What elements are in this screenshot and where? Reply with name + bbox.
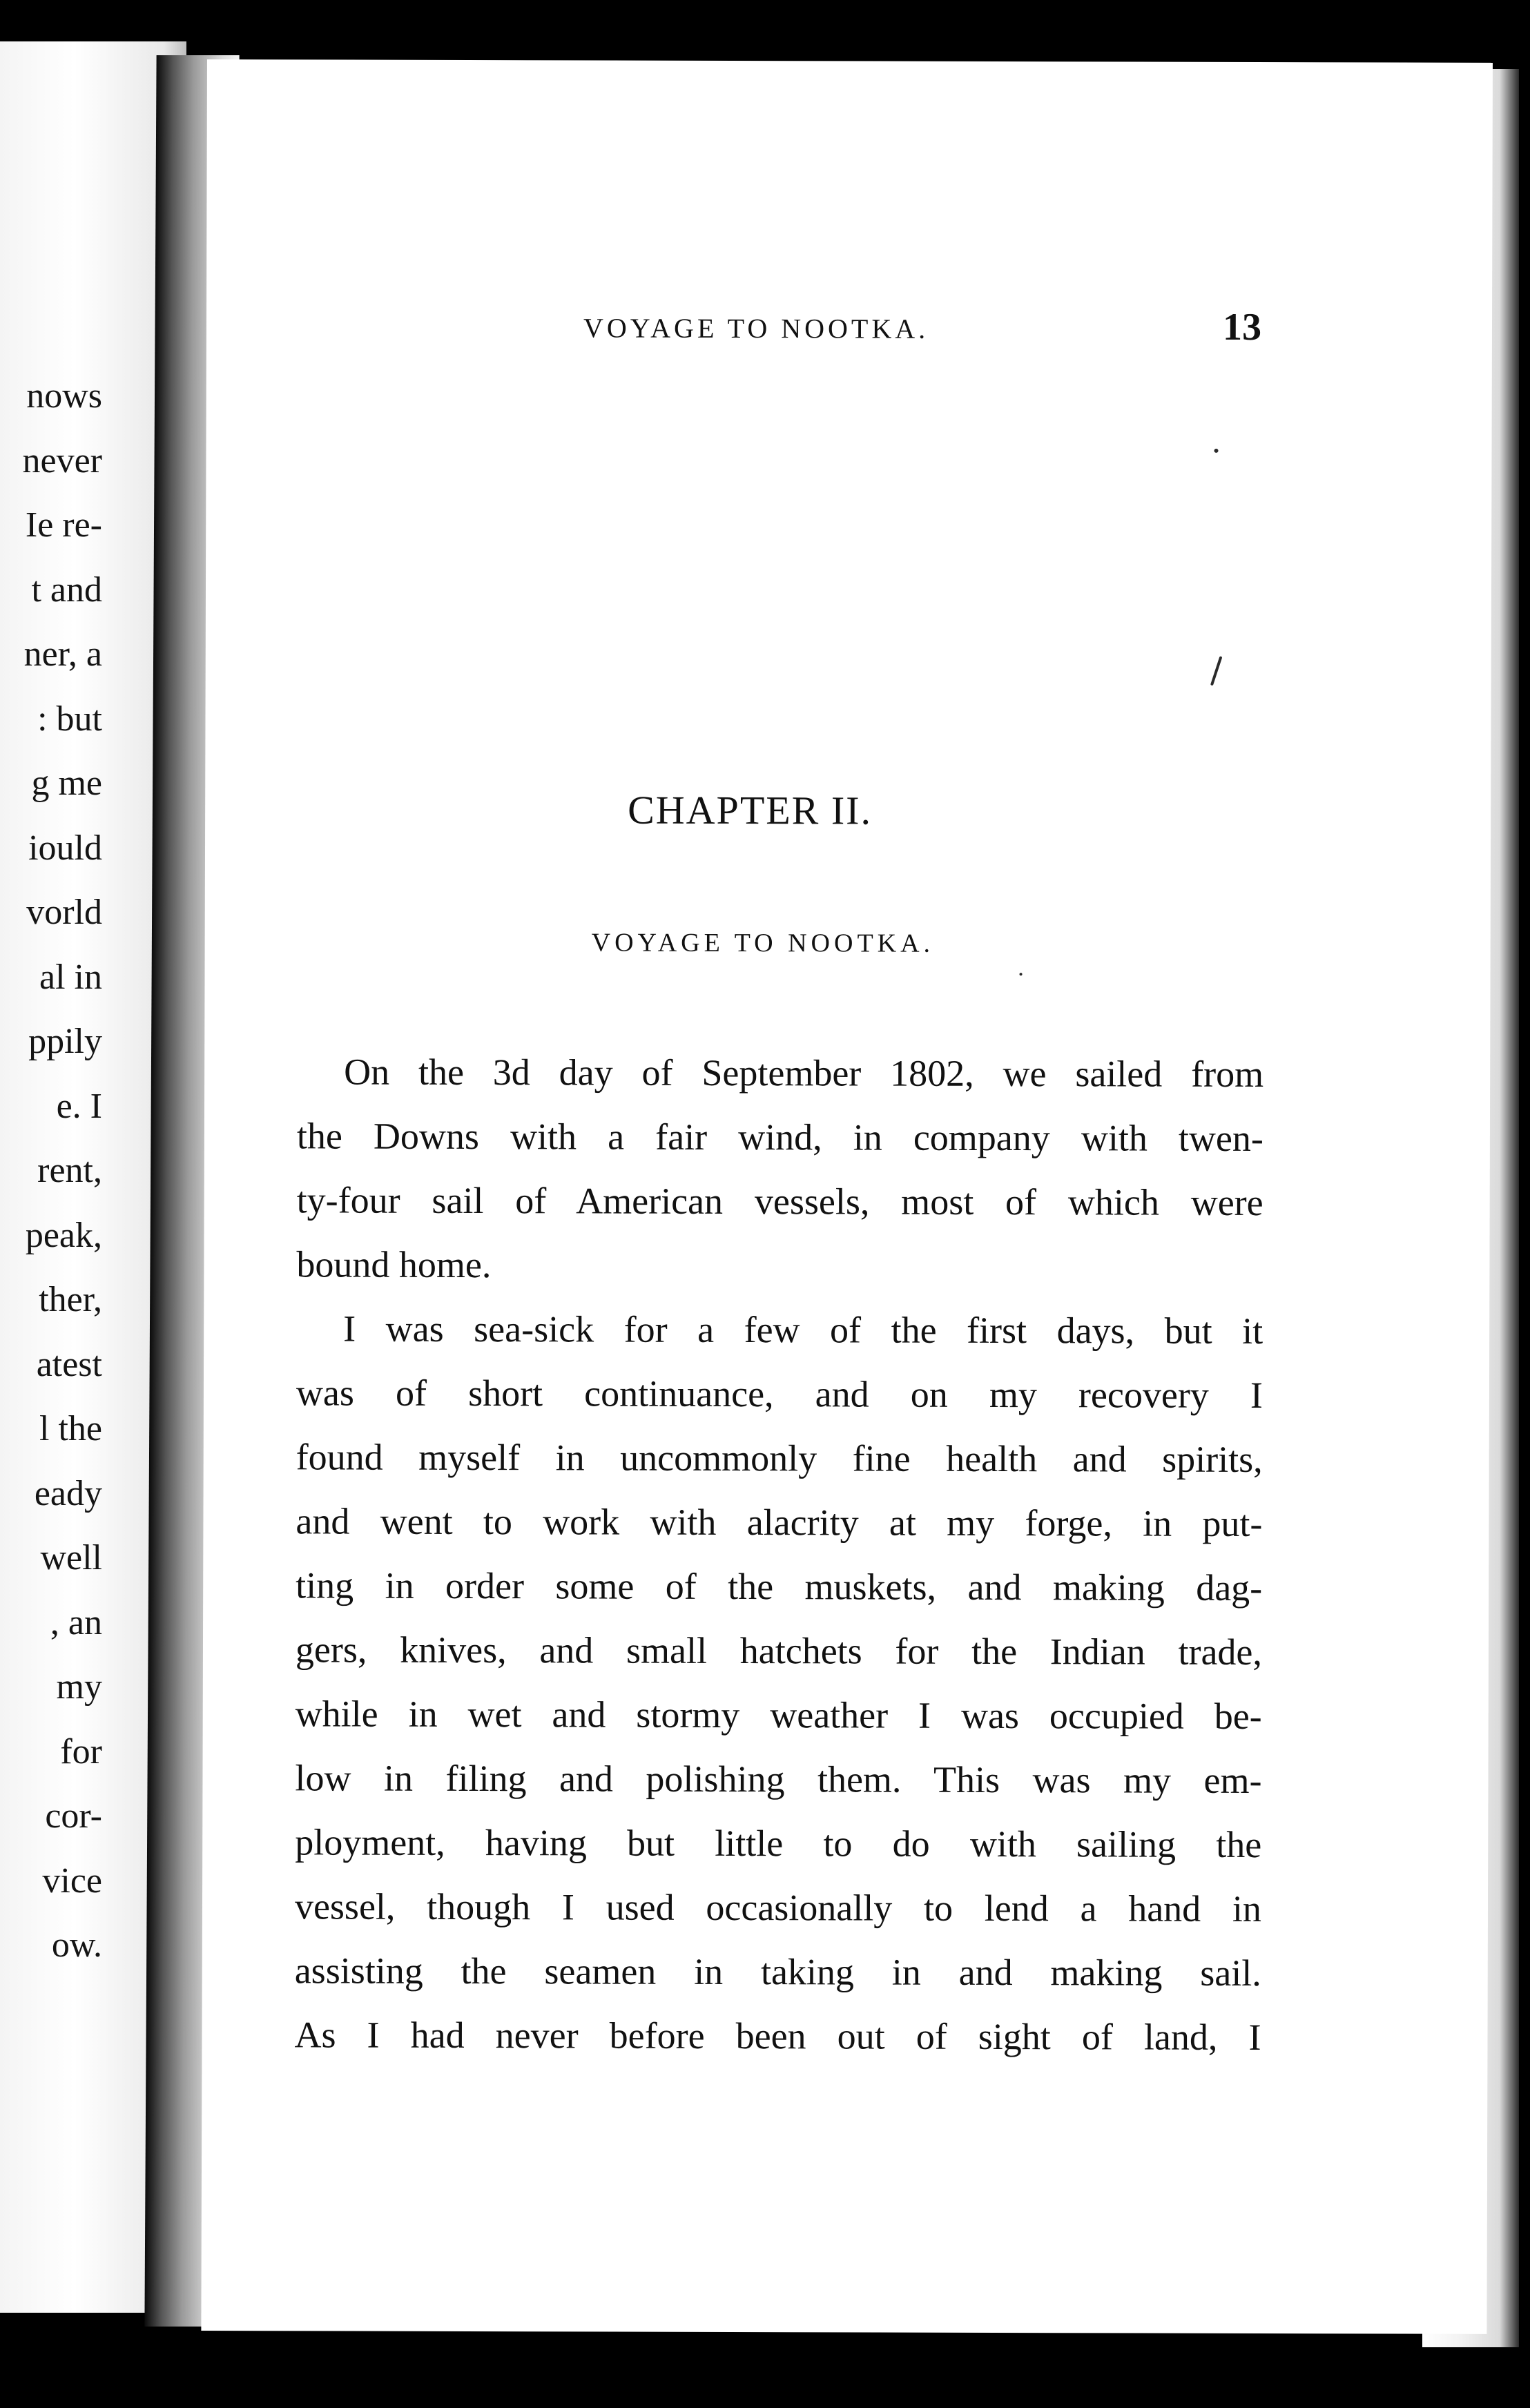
page-number: 13 <box>1222 305 1262 349</box>
previous-page-line-fragment: t and <box>31 570 102 610</box>
previous-page-line-fragment: , an <box>50 1602 102 1642</box>
text-line: ty-four sail of American vessels, most of which were <box>296 1179 1263 1224</box>
text-line: and went to work with alacrity at my forge, in put- <box>296 1500 1263 1545</box>
previous-page-line-fragment: never <box>22 440 102 480</box>
text-line: As I had never before been out of sight of land, I <box>294 2014 1261 2059</box>
previous-page-line-fragment: ther, <box>39 1280 102 1319</box>
text-line: ployment, having but little to do with sailing the <box>295 1821 1262 1866</box>
chapter-subtitle: VOYAGE TO NOOTKA. <box>591 928 935 958</box>
previous-page-line-fragment: well <box>40 1538 102 1577</box>
previous-page-line-fragment: ppily <box>28 1022 102 1061</box>
text-line: gers, knives, and small hatchets for the Indian trade, <box>295 1629 1263 1673</box>
chapter-title: CHAPTER II. <box>628 787 873 833</box>
text-line: while in wet and stormy weather I was occupied be- <box>295 1693 1262 1738</box>
previous-page-line-fragment: e. I <box>56 1086 102 1126</box>
text-line: was of short continuance, and on my recovery I <box>296 1372 1263 1417</box>
previous-page-line-fragment: peak, <box>25 1215 102 1255</box>
text-line: found myself in uncommonly fine health and spirits, <box>296 1436 1263 1481</box>
text-line: low in filing and polishing them. This was my em- <box>295 1757 1262 1802</box>
previous-page-line-fragment: vice <box>42 1861 102 1901</box>
text-line: the Downs with a fair wind, in company with twen- <box>296 1115 1263 1160</box>
book-page <box>201 59 1493 2334</box>
text-line: I was sea-sick for a few of the first days, but it <box>343 1308 1263 1352</box>
running-head: VOYAGE TO NOOTKA. <box>583 312 929 344</box>
previous-page-line-fragment: nows <box>26 376 102 416</box>
previous-page-line-fragment: Ie re- <box>25 505 102 545</box>
print-speck <box>1210 656 1223 686</box>
previous-page-line-fragment: my <box>56 1667 102 1707</box>
print-speck <box>1214 449 1219 453</box>
previous-page-line-fragment: atest <box>36 1344 102 1384</box>
previous-page-line-fragment: rent, <box>37 1151 102 1190</box>
text-line: On the 3d day of September 1802, we sailed from <box>344 1051 1264 1096</box>
previous-page-line-fragment: l the <box>39 1409 102 1448</box>
previous-page-line-fragment: iould <box>28 828 102 868</box>
text-line: vessel, though I used occasionally to lend a hand in <box>294 1885 1262 1930</box>
previous-page-line-fragment: g me <box>31 764 102 803</box>
previous-page-line-fragment: ow. <box>51 1925 102 1965</box>
previous-page-line-fragment: cor- <box>45 1796 102 1836</box>
previous-page-line-fragment: al in <box>39 957 102 997</box>
previous-page-line-fragment: ner, a <box>23 634 102 674</box>
text-line: assisting the seamen in taking in and making sail. <box>294 1950 1261 1994</box>
previous-page-line-fragment: eady <box>34 1473 102 1513</box>
previous-page-line-fragment: for <box>60 1731 102 1771</box>
text-line: ting in order some of the muskets, and making dag- <box>296 1564 1263 1609</box>
previous-page-line-fragment: vorld <box>26 893 102 932</box>
previous-page-line-fragment: : but <box>37 699 102 739</box>
print-speck <box>1020 973 1023 975</box>
body-text <box>294 1040 1263 2070</box>
text-line: bound home. <box>296 1243 492 1286</box>
